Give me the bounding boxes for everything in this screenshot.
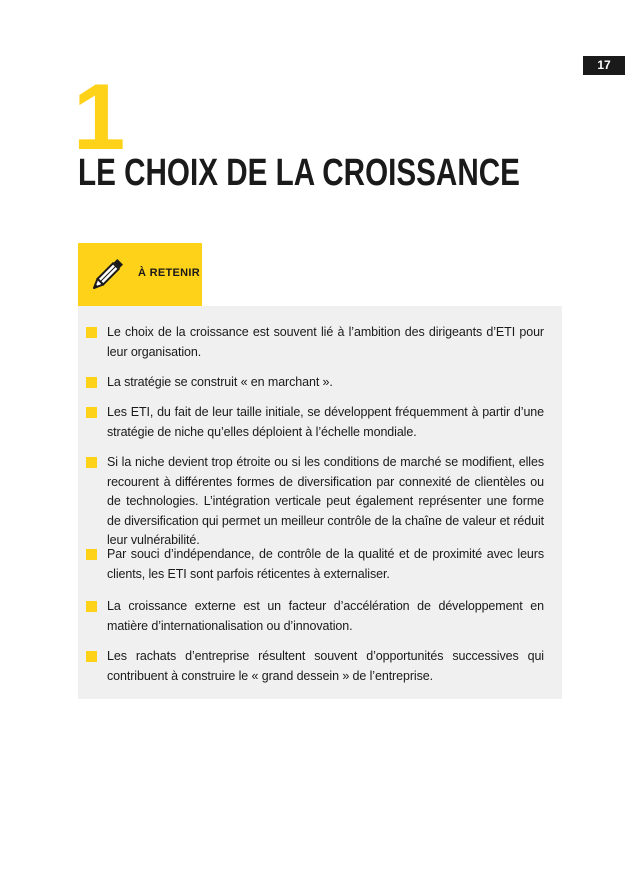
list-item-text: Le choix de la croissance est souvent lié à l’ambition des dirigeants d’ETI pour leur organisation. [107, 325, 544, 359]
list-item-text: La croissance externe est un facteur d’accélération de développement en matière d’internationalisation ou d’innovation. [107, 599, 544, 633]
pencil-icon [88, 257, 124, 295]
bullet-marker [86, 407, 97, 418]
bullet-marker [86, 377, 97, 388]
bullet-marker [86, 549, 97, 560]
chapter-number: 1 [73, 64, 124, 169]
summary-tab [78, 243, 202, 306]
key-points-box [78, 306, 562, 699]
bullet-marker [86, 651, 97, 662]
bullet-marker [86, 601, 97, 612]
list-item-text: Les ETI, du fait de leur taille initiale, se développent fréquemment à partir d’une stratégie de niche qu’elles déploient à l’échelle mondiale. [107, 405, 544, 439]
list-item-text: Par souci d’indépendance, de contrôle de la qualité et de proximité avec leurs clients, les ETI sont parfois réticentes à externaliser. [107, 547, 544, 581]
bullet-marker [86, 457, 97, 468]
bullet-marker [86, 327, 97, 338]
list-item-text: Si la niche devient trop étroite ou si les conditions de marché se modifient, elles recourent à différentes formes de diversification par connexité de clientèles ou de technologies. L’intégration verticale peut également représenter une forme de diversification qui permet un meilleur contrôle de la chaîne de valeur et réduit leur vulnérabilité. [107, 455, 544, 547]
list-item-text: La stratégie se construit « en marchant ». [107, 375, 333, 389]
chapter-title: LE CHOIX DE LA CROISSANCE [78, 152, 520, 194]
list-item-text: Les rachats d’entreprise résultent souvent d’opportunités successives qui contribuent à construire le « grand dessein » de l’entreprise. [107, 649, 544, 683]
tab-label: À RETENIR [138, 267, 200, 279]
page-number: 17 [583, 56, 625, 75]
